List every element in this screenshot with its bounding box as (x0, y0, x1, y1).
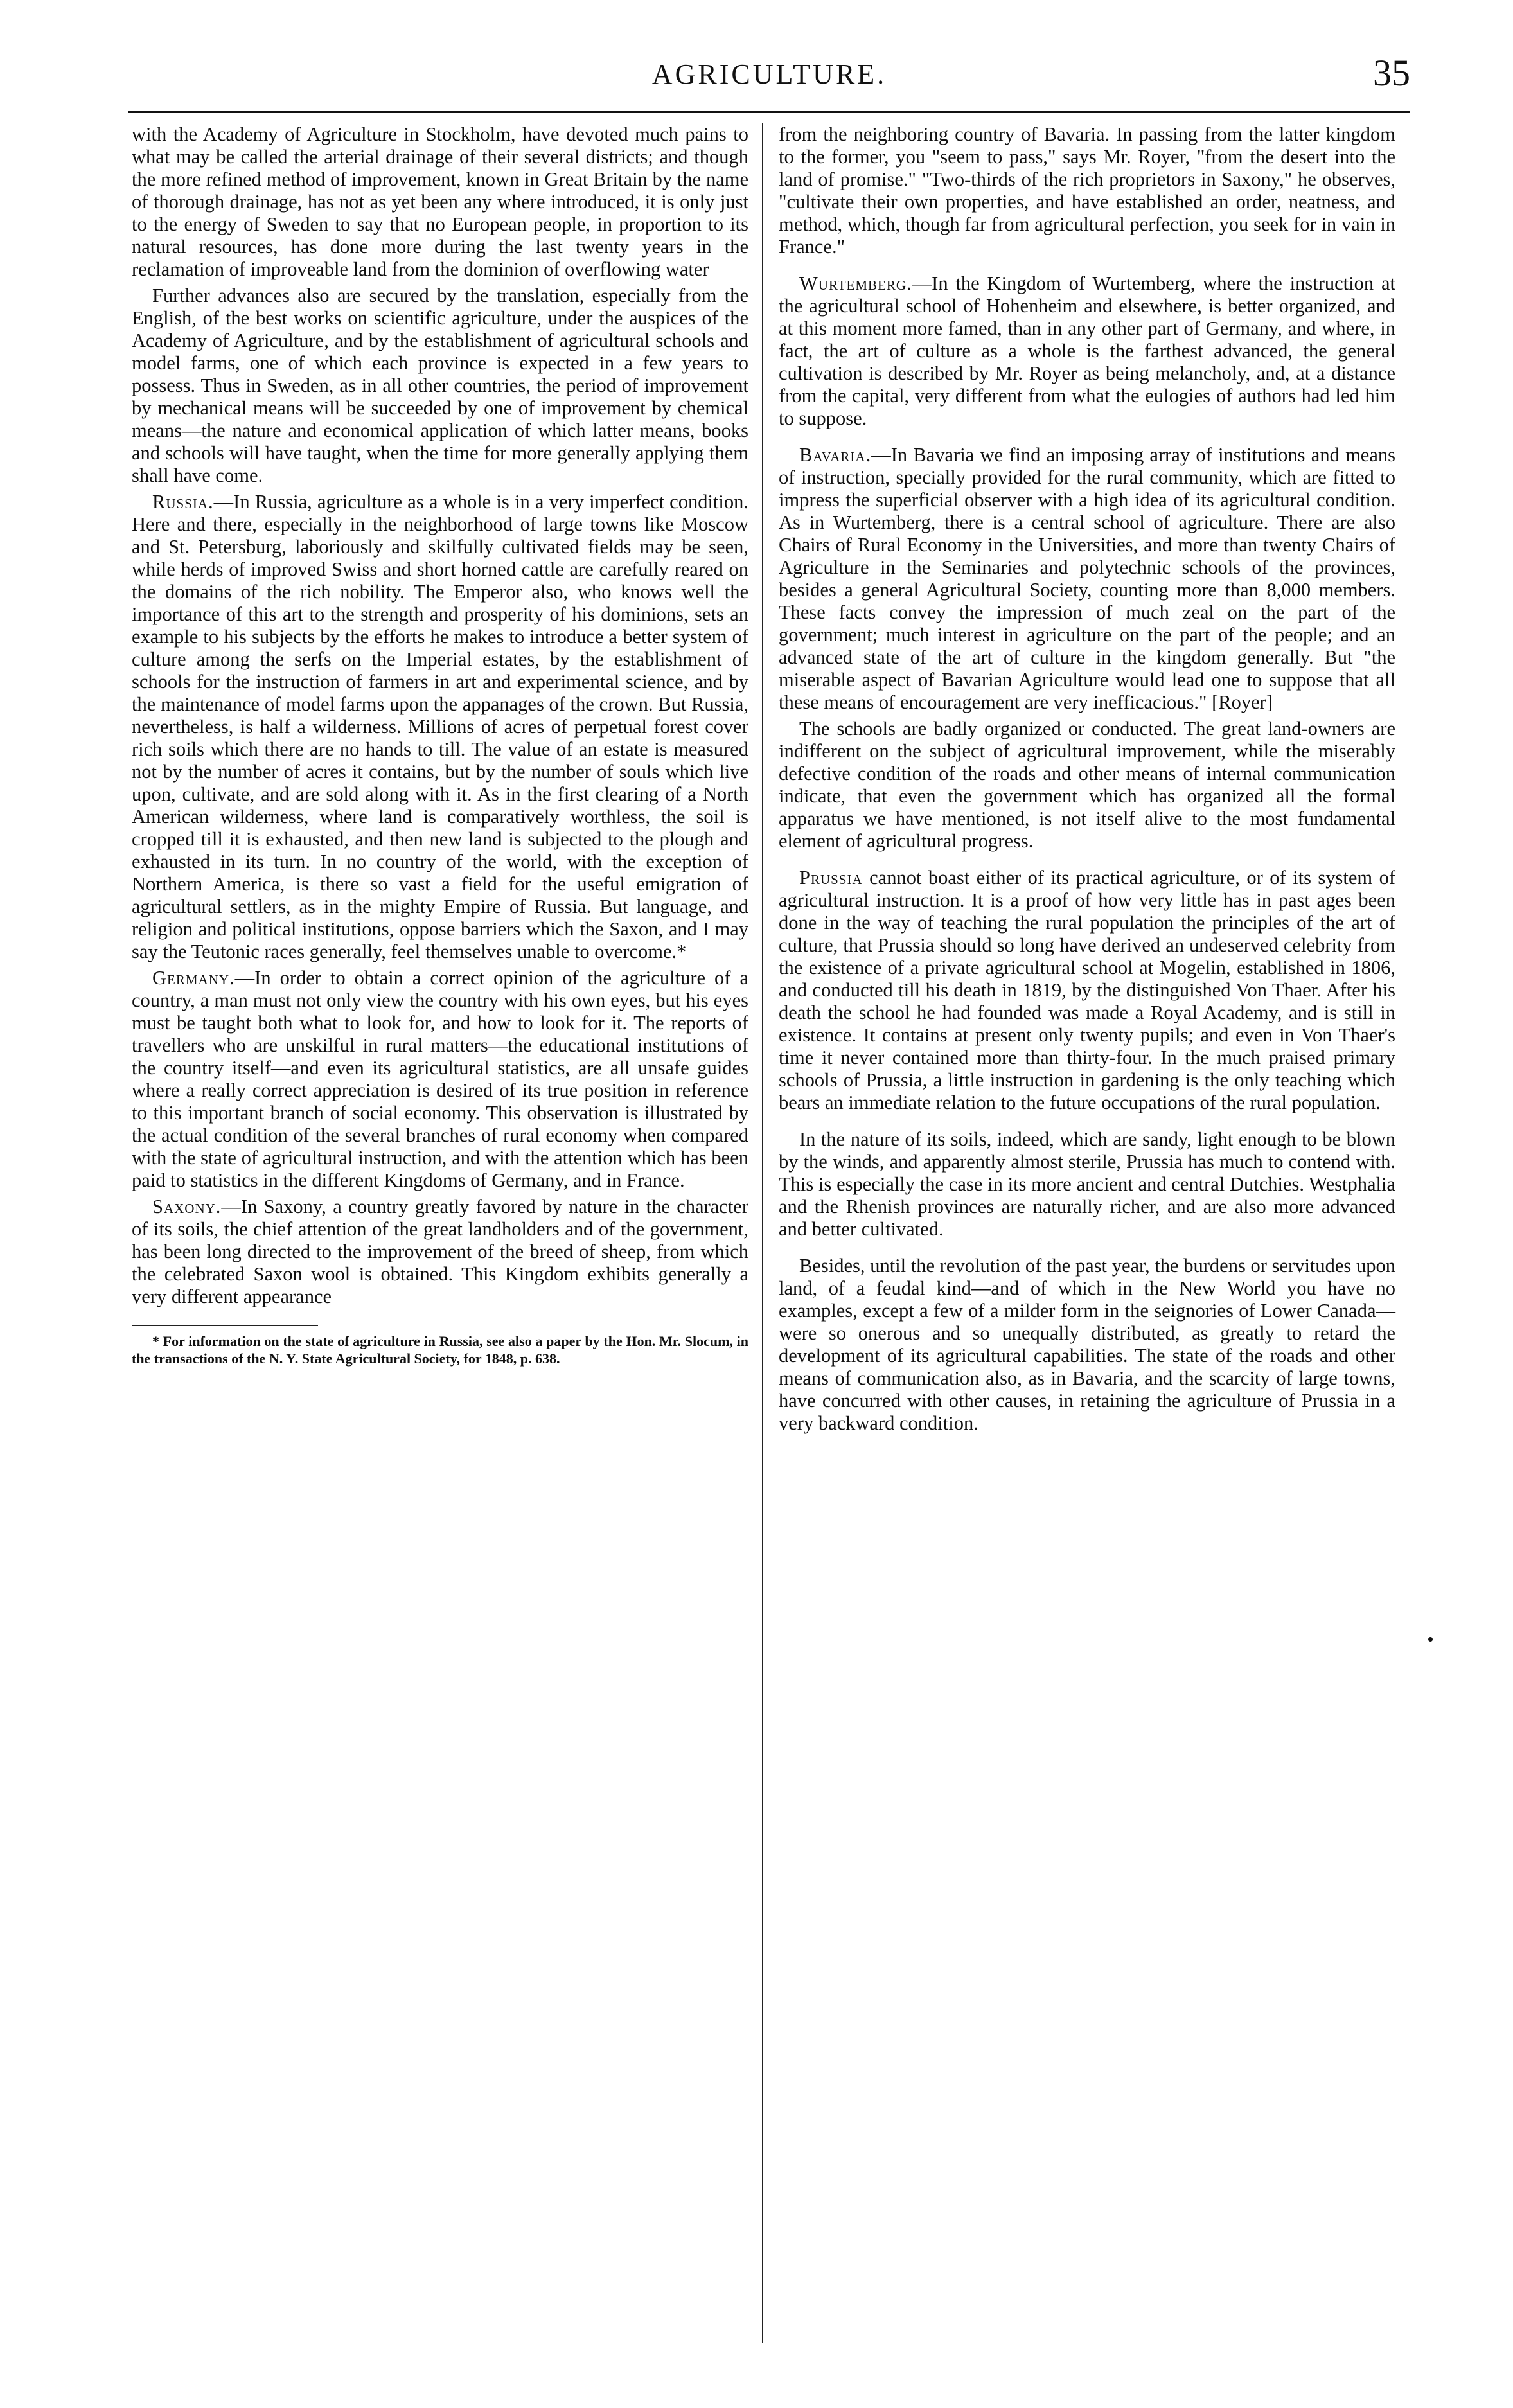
page-number: 35 (1373, 52, 1410, 94)
paragraph-prussia-soils: In the nature of its soils, indeed, which are sandy, light enough to be blown by the winds, and apparently almost sterile, Prussia has much to contend with. This is especially the case in its more ancient and central Dutchies. Westphalia and the Rhenish provinces are naturally richer, and are also more advanced and better cultivated. (779, 1128, 1395, 1240)
paragraph-sweden-schools: Further advances also are secured by the translation, especially from the English, of the best works on scientific agriculture, under the auspices of the Academy of Agriculture, and by the establishment of agricultural schools and model farms, one of which each province is expected in a few years to possess. Thus in Sweden, as in all other countries, the period of improvement by mechanical means will be succeeded by one of improvement by chemical means—the nature and economical application of which latter means, books and schools will have taught, when the time for more generally applying them shall have come. (132, 285, 748, 486)
paragraph-bavaria-schools: The schools are badly organized or conducted. The great land-owners are indifferent on the subject of agricultural improvement, while the miserably defective condition of the roads and other means of internal communication indicate, that even the government which has organized all the formal apparatus we have mentioned, is not itself alive to the most fundamental element of agricultural progress. (779, 718, 1395, 852)
section-heading-saxony: Saxony. (152, 1196, 222, 1217)
russia-text: —In Russia, agriculture as a whole is in a very imperfect condition. Here and there, especially in the neighborhood of large towns like Moscow and St. Petersburg, laboriously and skilfully cultivated fields may be seen, while herds of improved Swiss and short horned cattle are carefully reared on the domains of the rich nobility. The Emperor also, who knows well the importance of this art to the strength and prosperity of his dominions, sets an example to his subjects by the efforts he makes to introduce a better system of culture among the serfs on the Imperial estates, by the establishment of schools for the instruction of farmers in art and experimental science, and by the maintenance of model farms upon the appanages of the crown. But Russia, nevertheless, is half a wilderness. Millions of acres of perpetual forest cover rich soils which there are no hands to till. The value of an estate is measured not by the number of acres it contains, but by the number of souls which live upon, cultivate, and are sold along with it. As in the first clearing of a North American wilderness, where land is comparatively worthless, the soil is cropped till it is exhausted, and then new land is subjected to the plough and exhausted in its turn. In no country of the world, with the exception of Northern America, is there so vast a field for the useful emigration of agricultural settlers, as in the mighty Empire of Russia. But language, and religion and political institutions, oppose barriers which the Saxon, and I may say the Teutonic races generally, feel themselves unable to overcome.* (132, 491, 748, 962)
paragraph-germany (132, 967, 748, 1192)
saxony-text: —In Saxony, a country greatly favored by nature in the character of its soils, the chief attention of the great landholders and of the government, has been long directed to the improvement of the breed of sheep, from which the celebrated Saxon wool is obtained. This Kingdom exhibits generally a very different appearance (132, 1196, 748, 1307)
section-heading-wurtemberg: Wurtemberg. (799, 272, 912, 294)
right-column (779, 123, 1395, 1439)
bavaria-text: —In Bavaria we find an imposing array of institutions and means of instruction, specially provided for the rural community, which are fitted to impress the superficial observer with a high idea of its agricultural condition. As in Wurtemberg, there is a central school of agriculture. There are also Chairs of Rural Economy in the Universities, and more than twenty Chairs of Agriculture in the Seminaries and polytechnic schools of the provinces, besides a general Agricultural Society, counting more than 8,000 members. These facts convey the impression of much zeal on the part of the government; much interest in agriculture on the part of the people; and an advanced state of the art of culture in the kingdom generally. But "the miserable aspect of Bavarian Agriculture would lead one to suppose that all these means of encouragement are very inefficacious." [Royer] (779, 444, 1395, 713)
paragraph-wurtemberg (779, 272, 1395, 430)
section-heading-bavaria: Bavaria. (799, 444, 872, 466)
paragraph-russia (132, 491, 748, 963)
paragraph-prussia-burdens: Besides, until the revolution of the past year, the burdens or servitudes upon land, of a feudal kind—and of which in the New World you have no examples, except a few of a milder form in the seignories of Lower Canada—were so onerous and so unequally distributed, as greatly to retard the development of its agricultural capabilities. The state of the roads and other means of communication also, as in Bavaria, and the scarcity of large towns, have concurred with other causes, in retaining the agriculture of Prussia in a very backward condition. (779, 1255, 1395, 1434)
germany-text: —In order to obtain a correct opinion of the agriculture of a country, a man must not only view the country with his own eyes, but his eyes must be taught both what to look for, and how to look for it. The reports of travellers who are unskilful in rural matters—the educational institutions of the country itself—and even its agricultural statistics, are all unsafe guides where a really correct appreciation is desired of its true position in reference to this important branch of social economy. This observation is illustrated by the actual condition of the several branches of rural economy when compared with the state of agricultural instruction, and with the attention which has been paid to statistics in the different Kingdoms of Germany, and in France. (132, 967, 748, 1191)
footnote: * For information on the state of agriculture in Russia, see also a paper by the Hon. Mr. Slocum, in the transactions of the N. Y. State Agricultural Society, for 1848, p. 638. (132, 1333, 748, 1367)
margin-mark (1428, 1637, 1433, 1642)
running-head: AGRICULTURE. (651, 58, 887, 90)
paragraph-saxony-continued: from the neighboring country of Bavaria. In passing from the latter kingdom to the former, you "seem to pass," says Mr. Royer, "from the desert into the land of promise." "Two-thirds of the rich proprietors in Saxony," he observes, "cultivate their own properties, and have established an order, neatness, and method, which, though far from agricultural perfection, you seek for in vain in France." (779, 123, 1395, 258)
page-header (128, 51, 1410, 109)
prussia-text: cannot boast either of its practical agriculture, or of its system of agricultural instruction. It is a proof of how very little has in past ages been done in the way of teaching the rural population the principles of the art of culture, that Prussia should so long have derived an undeserved celebrity from the existence of a private agricultural school at Mogelin, established in 1806, and conducted till his death in 1819, by the distinguished Von Thaer. After his death the school he had founded was made a Royal Academy, and is still in existence. It contains at present only twenty pupils; and even in Von Thaer's time it never contained more than thirty-four. In the much praised primary schools of Prussia, a little instruction in gardening is the only teaching which bears an immediate relation to the future occupations of the rural population. (779, 867, 1395, 1113)
section-heading-russia: Russia. (152, 491, 214, 513)
section-heading-germany: Germany. (152, 967, 235, 989)
header-rule (128, 111, 1410, 113)
footnote-rule (132, 1325, 318, 1326)
wurtemberg-text: —In the Kingdom of Wurtemberg, where the instruction at the agricultural school of Hohenheim and elsewhere, is better organized, and at this moment more famed, than in any other part of Germany, and where, in fact, the art of culture as a whole is the farthest advanced, the general cultivation is described by Mr. Royer as being melancholy, and, at a distance from the capital, very different from what the eulogies of authors had led him to suppose. (779, 272, 1395, 429)
paragraph-sweden-drainage: with the Academy of Agriculture in Stockholm, have devoted much pains to what may be called the arterial drainage of their several districts; and though the more refined method of improvement, known in Great Britain by the name of thorough drainage, has not as yet been any where introduced, it is only just to the energy of Sweden to say that no European people, in proportion to its natural resources, has done more during the last twenty years in the reclamation of improveable land from the dominion of overflowing water (132, 123, 748, 280)
column-divider (762, 123, 763, 2343)
paragraph-bavaria (779, 444, 1395, 714)
paragraph-prussia (779, 867, 1395, 1114)
section-heading-prussia: Prussia (799, 867, 863, 889)
paragraph-saxony (132, 1196, 748, 1308)
left-column (132, 123, 748, 1371)
